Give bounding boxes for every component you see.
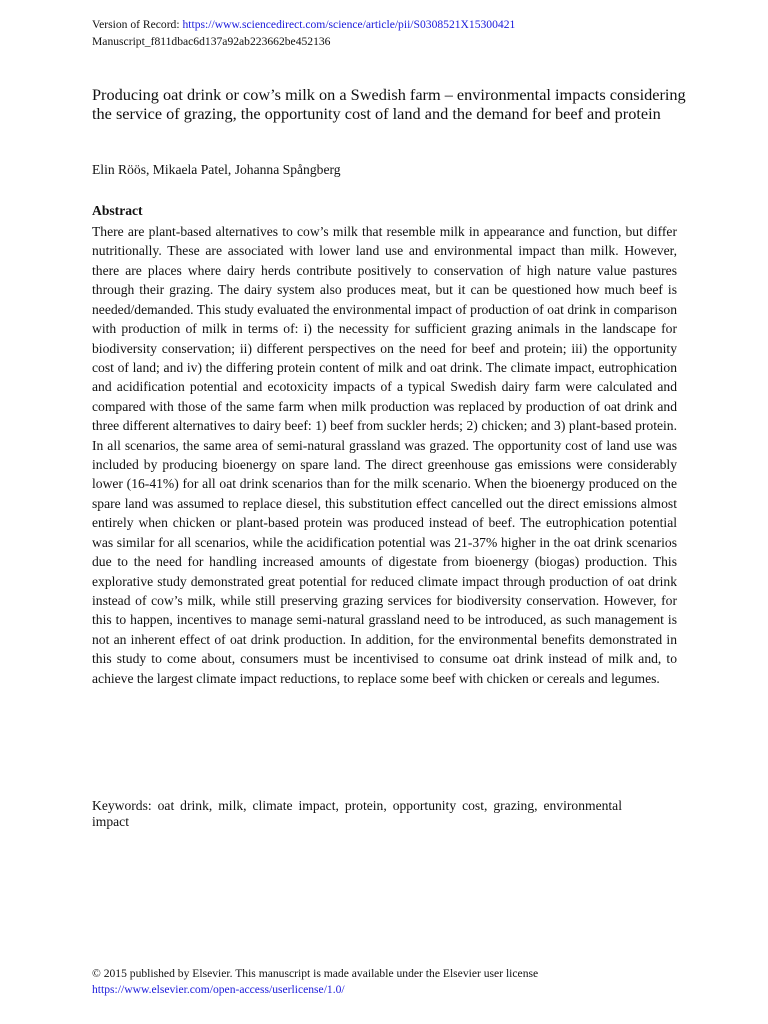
license-link[interactable]: https://www.elsevier.com/open-access/userlicense/1.0/ xyxy=(92,983,345,996)
manuscript-id: Manuscript_f811dbac6d137a92ab223662be452136 xyxy=(92,35,331,48)
version-of-record-link[interactable]: https://www.sciencedirect.com/science/article/pii/S0308521X15300421 xyxy=(182,18,516,31)
version-of-record-label: Version of Record: xyxy=(92,18,183,31)
keywords: Keywords: oat drink, milk, climate impact, protein, opportunity cost, grazing, environmental impact xyxy=(92,798,622,829)
license-statement: © 2015 published by Elsevier. This manuscript is made available under the Elsevier user license xyxy=(92,967,539,980)
abstract-heading: Abstract xyxy=(92,203,143,218)
version-of-record-line xyxy=(92,16,682,33)
page-footer xyxy=(92,966,692,998)
page-header xyxy=(92,16,682,50)
author-list: Elin Röös, Mikaela Patel, Johanna Spångberg xyxy=(92,162,341,177)
abstract-text: There are plant-based alternatives to cow’s milk that resemble milk in appearance and function, but differ nutritionally. These are associated with lower land use and environmental impact than milk. However, there are places where dairy herds contribute positively to conservation of high nature value pastures through their grazing. The dairy system also produces meat, but it can be questioned how much beef is needed/demanded. This study evaluated the environmental impact of production of oat drink in comparison with production of milk in terms of: i) the necessity for sufficient grazing animals in the landscape for biodiversity conservation; ii) different perspectives on the need for beef and protein; iii) the opportunity cost of land; and iv) the differing protein content of milk and oat drink. The climate impact, eutrophication and acidification potential and ecotoxicity impacts of a typical Swedish dairy farm were calculated and compared with those of the same farm when milk production was replaced by production of oat drink and three different alternatives to dairy beef: 1) beef from suckler herds; 2) chicken; and 3) plant-based protein. In all scenarios, the same area of semi-natural grassland was grazed. The opportunity cost of land use was included by producing bioenergy on spare land. The direct greenhouse gas emissions were considerably lower (16-41%) for all oat drink scenarios than for the milk scenario. When the bioenergy produced on the spare land was assumed to replace diesel, this substitution effect cancelled out the direct emissions almost entirely when chicken or plant-based protein was produced instead of beef. The eutrophication potential was similar for all scenarios, while the acidification potential was 21-37% higher in the oat drink scenarios due to the need for handling increased amounts of digestate from bioenergy (biogas) production. This explorative study demonstrated great potential for reduced climate impact through production of oat drink instead of cow’s milk, while still preserving grazing services for biodiversity conservation. However, for this to happen, incentives to manage semi-natural grassland need to be introduced, as such management is not an inherent effect of oat drink production. In addition, for the environmental benefits demonstrated in this study to come about, consumers must be incentivised to consume oat drink instead of milk and, to achieve the largest climate impact reductions, to replace some beef with chicken or cereals and legumes. xyxy=(92,224,677,686)
paper-title: Producing oat drink or cow’s milk on a Swedish farm – environmental impacts considering the service of grazing, the opportunity cost of land and the demand for beef and protein xyxy=(92,85,686,123)
